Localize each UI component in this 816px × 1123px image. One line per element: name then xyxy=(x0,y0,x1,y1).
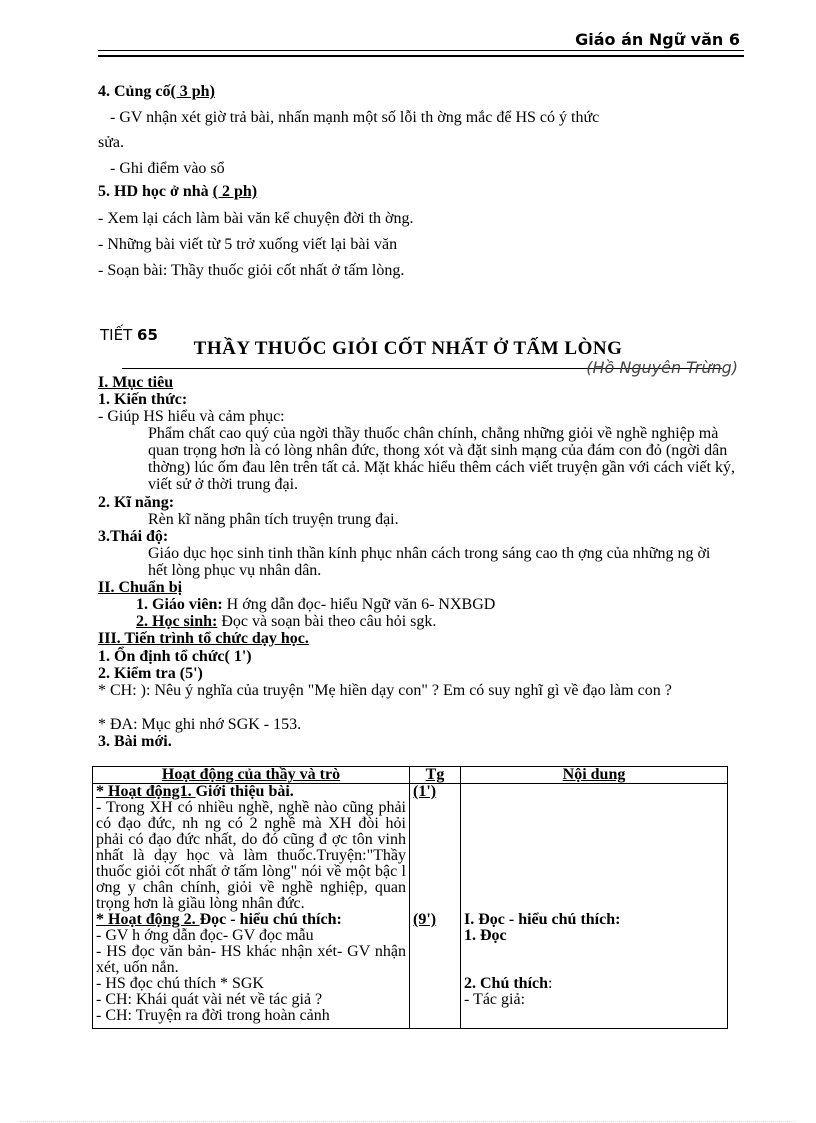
header-content: Nội dung xyxy=(461,767,728,784)
row2-content-heading: I. Đọc - hiểu chú thích: xyxy=(464,911,621,928)
row2-line3: - HS đọc chú thích * SGK xyxy=(96,975,264,992)
row2-content-notes-colon: : xyxy=(548,975,553,992)
row1-content xyxy=(461,784,728,913)
row2-content xyxy=(461,912,728,1029)
tiet-word: TIẾT xyxy=(100,326,133,344)
attitude-text: Giáo dục học sinh tinh thần kính phục nhân cách trong sáng cao th ợng của những ng ời hết lòng phục vụ nhân dân. xyxy=(148,545,711,579)
header-title: Giáo án Ngữ văn 6 xyxy=(575,30,740,49)
lesson-title: THẦY THUỐC GIỎI CỐT NHẤT Ở TẤM LÒNG xyxy=(193,338,623,359)
prep-teacher-text: H ớng dẫn đọc- hiểu Ngữ văn 6- NXBGD xyxy=(222,596,496,613)
section-4-line2: - Ghi điểm vào sổ xyxy=(110,160,225,177)
row2-activity-title2: Đọc - hiểu chú thích: xyxy=(199,911,342,928)
section-5-title: 5. HD học ở nhà xyxy=(98,183,209,200)
section-4-line1b: sửa. xyxy=(98,134,124,151)
tiet-number: 65 xyxy=(137,326,158,344)
attitude-heading: 3.Thái độ: xyxy=(98,528,169,545)
page-bottom-divider xyxy=(20,1121,796,1122)
process-question: * CH: ): Nêu ý nghĩa của truyện "Mẹ hiền dạy con" ? Em có suy nghĩ gì về đạo làm con ? xyxy=(98,682,672,699)
section-5-line2: - Những bài viết từ 5 trở xuống viết lại bài văn xyxy=(98,236,398,253)
process-answer: * ĐA: Mục ghi nhớ SGK - 153. xyxy=(98,716,302,733)
header-rule-thick xyxy=(98,55,744,57)
process-step1: 1. Ổn định tổ chức( 1') xyxy=(98,648,252,665)
row2-content-author: - Tác giả: xyxy=(464,991,526,1008)
process-step3: 3. Bài mới. xyxy=(98,733,172,750)
section-5-heading xyxy=(98,183,257,201)
header-activity: Hoạt động của thầy và trò xyxy=(93,767,410,784)
process-step2: 2. Kiểm tra (5') xyxy=(98,665,203,682)
prep-student xyxy=(136,613,436,631)
row2-activity-title: * Hoạt động 2. xyxy=(96,911,200,928)
row2-time: (9') xyxy=(410,912,461,1029)
row1-activity-text: - Trong XH có nhiều nghề, nghề nào cũng phải có đạo đức, nh ng có 2 nghề mà XH đòi hỏi phải có đạo đức nhất, do đó cũng đ ợc tôn vinh nhất là dạy học và làm thuốc.Truyện:"Thầy thuốc giỏi cốt nhất ở tấm lòng" nói về một bậc l ơng y chân chính, giỏi về nghề nghiệp, quan trọng hơn là giầu lòng nhân đức. xyxy=(96,799,406,912)
row2-line4: - CH: Khái quát vài nét về tác giả ? xyxy=(96,991,323,1008)
prep-teacher xyxy=(136,596,495,614)
row2-line5: - CH: Truyện ra đời trong hoàn cảnh xyxy=(96,1007,330,1024)
row1-time: (1') xyxy=(410,784,461,913)
section-5-line1: - Xem lại cách làm bài văn kể chuyện đời th ờng. xyxy=(98,210,414,227)
section-4-heading xyxy=(98,83,215,101)
row2-line1: - GV h ớng dẫn đọc- GV đọc mẫu xyxy=(96,927,314,944)
skills-heading: 2. Kĩ năng: xyxy=(98,494,175,511)
row2-content-notes: 2. Chú thích xyxy=(464,975,549,992)
lesson-author: (Hồ Nguyên Trừng) xyxy=(586,358,738,377)
row2-line2: - HS đọc văn bản- HS khác nhận xét- GV nhận xét, uốn nắn. xyxy=(96,943,406,976)
row2-content-read: 1. Đọc xyxy=(464,927,507,944)
table-row xyxy=(93,784,728,913)
section-4-line1: - GV nhận xét giờ trả bài, nhấn mạnh một số lỗi th ờng mắc để HS có ý thức xyxy=(110,109,600,126)
section-4-time: ( 3 ph) xyxy=(170,83,215,100)
row1-activity-title: * Hoạt động1. xyxy=(96,783,196,800)
knowledge-text: Phẩm chất cao quý của ngời thầy thuốc chân chính, chẳng những giỏi về nghề nghiệp mà quan trọng hơn là có lòng nhân đức, thong xót và đặt sinh mạng của đám con đỏ (ngời dân thờng) lúc ốm đau lên trên tất cả. Mặt khác hiểu thêm cách viết truyện gần với cách viết ký, viết sử ở thời trung đại. xyxy=(148,425,735,493)
section-5-time: ( 2 ph) xyxy=(212,183,258,200)
knowledge-intro: - Giúp HS hiểu và cảm phục: xyxy=(98,408,285,425)
header-time: Tg xyxy=(410,767,461,784)
row2-activity xyxy=(93,912,410,1029)
knowledge-heading: 1. Kiến thức: xyxy=(98,391,188,408)
table-header-row xyxy=(93,767,728,784)
skills-text: Rèn kĩ năng phân tích truyện trung đại. xyxy=(148,511,399,528)
lesson-table xyxy=(92,766,728,1029)
row1-activity xyxy=(93,784,410,913)
goals-heading: I. Mục tiêu xyxy=(98,374,174,391)
prep-heading: II. Chuẩn bị xyxy=(98,579,183,596)
prep-student-label: 2. Học sinh: xyxy=(136,613,218,630)
process-heading: III. Tiến trình tổ chức dạy học. xyxy=(98,630,309,647)
table-row xyxy=(93,912,728,1029)
prep-student-text: Đọc và soạn bài theo câu hỏi sgk. xyxy=(217,613,437,630)
section-4-title: 4. Củng cố xyxy=(98,83,171,100)
header-rule-thin xyxy=(98,50,744,51)
row1-activity-title2: Giới thiệu bài. xyxy=(195,783,294,800)
prep-teacher-label: 1. Giáo viên: xyxy=(136,596,223,613)
section-5-line3: - Soạn bài: Thầy thuốc giỏi cốt nhất ở tấm lòng. xyxy=(98,262,405,279)
